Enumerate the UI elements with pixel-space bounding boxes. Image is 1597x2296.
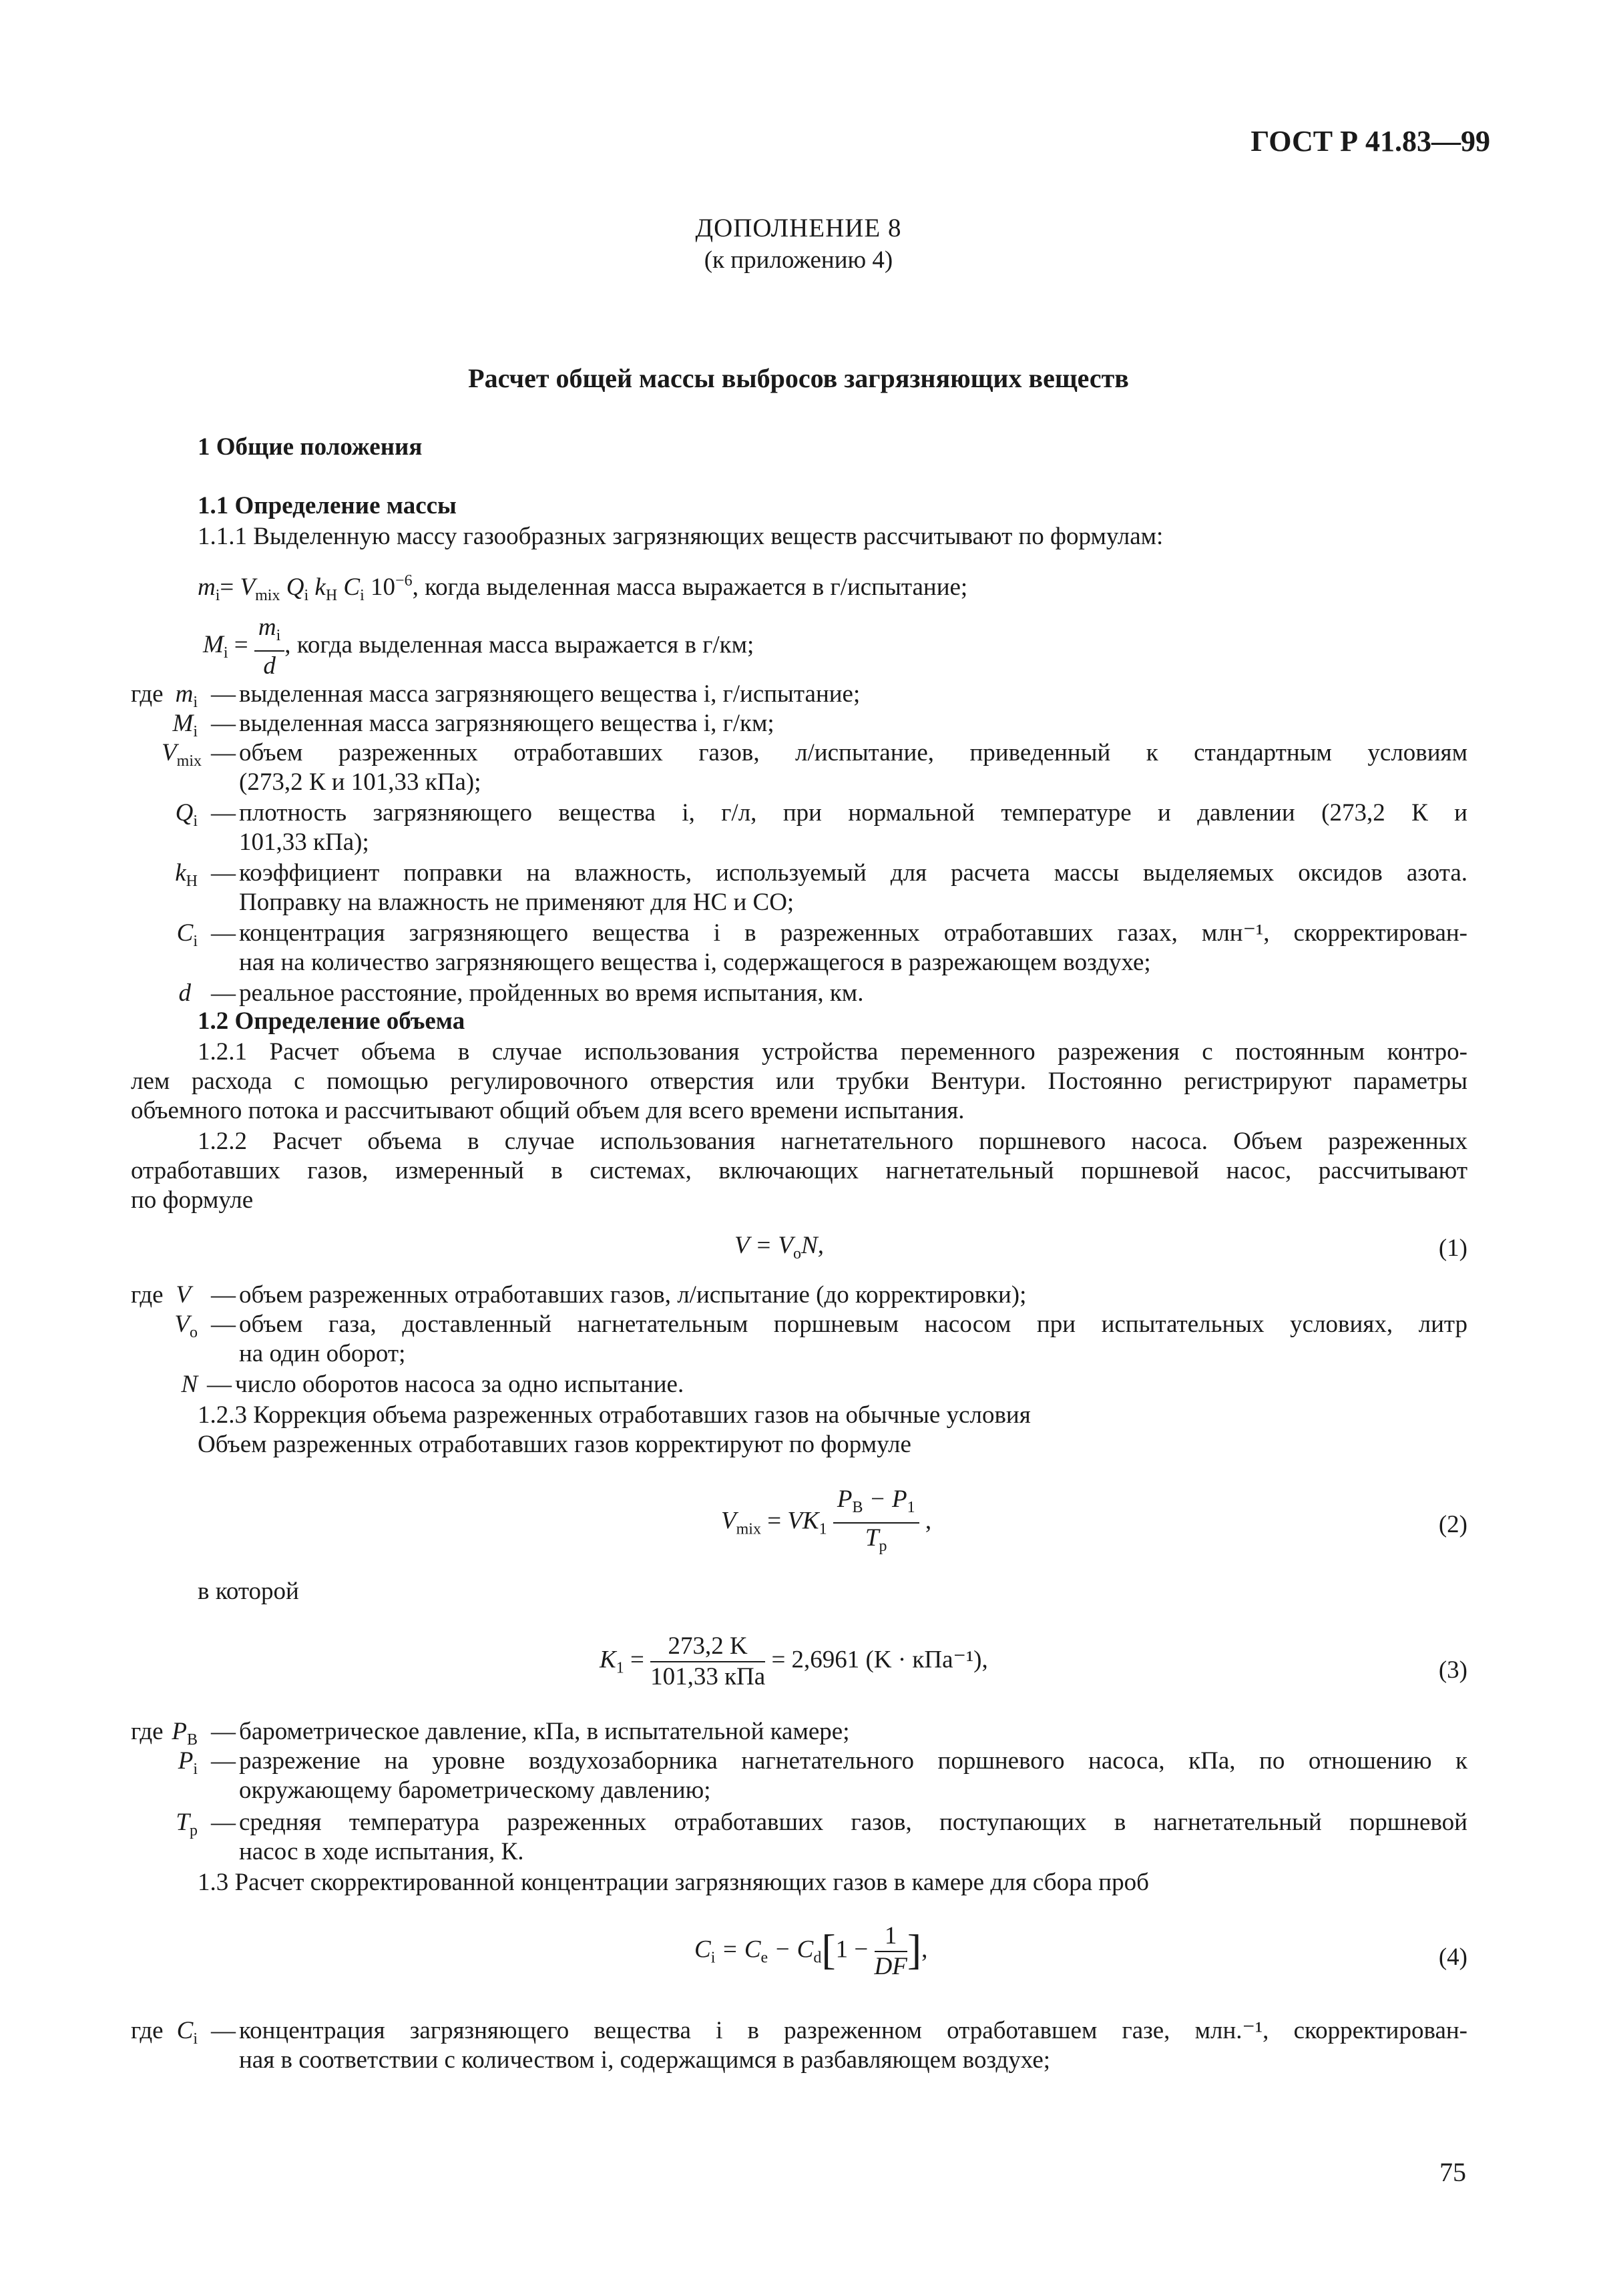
def-vo-text1: объем газа, доставленный нагнетательным поршневым насосом при испытательных условиях, литр — [239, 1311, 1467, 1338]
def-ci2-text1: концентрация загрязняющего вещества i в разреженном отработавшем газе, млн.⁻¹, скорректирован- — [239, 2017, 1467, 2044]
equation-3: $K_1$ = $\frac{273,2 K}{\text{101,33 кПа}}$ = 2,6961 (K · кПа⁻¹), — [600, 1632, 988, 1690]
def-ci-text2: ная на количество загрязняющего вещества i, содержащегося в разрежающем воздухе; — [239, 949, 1151, 976]
equation-4-number: (4) — [1438, 1943, 1467, 1971]
def-pb-symbol: $P_B$ — [172, 1718, 198, 1749]
para-1-2-2-l1: 1.2.2 Расчет объема в случае использования нагнетательного поршневого насоса. Объем разреженных — [198, 1128, 1467, 1155]
equation-1: $V = V_oN$, — [734, 1232, 824, 1262]
def-n-symbol: N — [181, 1371, 198, 1398]
def-qi-text2: 101,33 кПа); — [239, 829, 369, 856]
def-qi-symbol: $Q_i$ — [175, 799, 198, 830]
def-pi-text1: разрежение на уровне воздухозаборника нагнетательного поршневого насоса, кПа, по отношению к — [239, 1747, 1467, 1775]
equation-1-number: (1) — [1438, 1234, 1467, 1262]
appendix-subtitle: (к приложению 4) — [704, 246, 893, 274]
equation-2-number: (2) — [1438, 1511, 1467, 1538]
def-mi-text: выделенная масса загрязняющего вещества i, г/испытание; — [239, 680, 861, 708]
def-vmix-text1: объем разреженных отработавших газов, л/испытание, приведенный к стандартным условиям — [239, 739, 1467, 766]
def-tp-text1: средняя температура разреженных отработавших газов, поступающих в нагнетательный поршневой — [239, 1809, 1467, 1836]
def-vmix-text2: (273,2 К и 101,33 кПа); — [239, 768, 481, 796]
def-vmix-symbol: $V_{mix}$ — [162, 739, 202, 770]
def-n-text: число оборотов насоса за одно испытание. — [235, 1371, 684, 1398]
def-qi-text1: плотность загрязняющего вещества i, г/л, при нормальной температуре и давлении (273,2 К и — [239, 799, 1467, 827]
appendix-title: ДОПОЛНЕНИЕ 8 — [695, 214, 902, 242]
equation-4: $C_i = C_e - C_d[1$ − $\frac{1}{DF}$ ], — [694, 1922, 928, 1980]
para-1-1-1: 1.1.1 Выделенную массу газообразных загрязняющих веществ рассчитывают по формулам: — [198, 523, 1164, 550]
heading-1-3: 1.3 Расчет скорректированной концентрации загрязняющих газов в камере для сбора проб — [198, 1869, 1149, 1896]
heading-1-1: 1.1 Определение массы — [198, 492, 457, 519]
def-pb-text: барометрическое давление, кПа, в испытательной камере; — [239, 1718, 850, 1745]
def-Mi-symbol: $M_i$ — [172, 710, 198, 740]
def-vo-symbol: $V_o$ — [174, 1311, 198, 1341]
def-ci-symbol: $C_i$ — [176, 919, 198, 950]
para-1-2-1-l1: 1.2.1 Расчет объема в случае использования устройства переменного разрежения с постоянным контро- — [198, 1038, 1467, 1066]
def-v-symbol: V — [176, 1281, 191, 1309]
def-tp-text2: насос в ходе испытания, К. — [239, 1838, 524, 1865]
para-1-2-1-l3: объемного потока и рассчитывают общий объем для всего времени испытания. — [131, 1097, 965, 1124]
def-tp-symbol: $T_p$ — [176, 1809, 198, 1839]
def-kh-text1: коэффициент поправки на влажность, используемый для расчета массы выделяемых оксидов азота. — [239, 859, 1467, 887]
def-pi-symbol: $P_i$ — [178, 1747, 198, 1778]
where-label: где — [131, 680, 164, 708]
page-number: 75 — [1439, 2157, 1466, 2187]
def-v-text: объем разреженных отработавших газов, л/испытание (до корректировки); — [239, 1281, 1027, 1309]
in-which: в которой — [198, 1578, 299, 1605]
where-label-4: где — [131, 2017, 164, 2044]
para-1-2-3: 1.2.3 Коррекция объема разреженных отработавших газов на обычные условия — [198, 1401, 1031, 1429]
heading-1: 1 Общие положения — [198, 433, 423, 461]
para-1-2-1-l2: лем расхода с помощью регулировочного отверстия или трубки Вентури. Постоянно регистрируют параметры — [131, 1068, 1467, 1095]
where-label-2: где — [131, 1281, 164, 1309]
formula-mass-per-test: $m_i= V_{mix}$ $Q_i$ $k_H$ $C_i$ $10^{-6}$, когда выделенная масса выражается в г/испытание; — [198, 572, 968, 604]
heading-1-2: 1.2 Определение объема — [198, 1007, 465, 1035]
def-ci2-symbol: $C_i$ — [176, 2017, 198, 2048]
def-kh-symbol: $k_H$ — [175, 859, 198, 890]
def-ci2-text2: ная в соответствии с количеством i, содержащимся в разбавляющем воздухе; — [239, 2046, 1051, 2074]
equation-3-number: (3) — [1438, 1656, 1467, 1684]
equation-2: $V_{mix} = VK_1$ $\frac{P_B - P_1}{T_p}$ , — [721, 1485, 932, 1555]
def-d-text: реальное расстояние, пройденных во время испытания, км. — [239, 979, 864, 1007]
def-kh-text2: Поправку на влажность не применяют для НС и СО; — [239, 889, 794, 916]
document-page: ГОСТ Р 41.83—99 ДОПОЛНЕНИЕ 8 (к приложению 4) Расчет общей массы выбросов загрязняющих веществ 1 Общие положения 1.1 Определение массы 1.1.1 Выделенную массу газообразных загрязняющих веществ рассчитывают по формулам: $m_i= V_{mix}$ $Q_i$ $k_H$ $C_i$ $10^{-6}$, когда выделенная масса выражается в г/испытание; $M_i$ = $\frac{m_i}{d}$ , когда выделенная масса выражается в г/км; где $m_i$ — выделенная масса загрязняющего вещества i, г/испытание; $M_i$ — выделенная масса загрязняющего вещества i, г/км; $V_{mix}$ — объем разреженных отработавших газов, л/испытание, приведенный к стандартным условиям (273,2 К и 101,33 кПа); $Q_i$ — плотность загрязняющего вещества i, г/л, при нормальной температуре и давлении (273,2 К и 101,33 кПа); $k_H$ — коэффициент поправки на влажность, используемый для расчета массы выделяемых оксидов азота. Поправку на влажность не применяют для НС и СО; $C_i$ — концентрация загрязняющего вещества i в разреженных отработавших газах, млн⁻¹, скорректирован- ная на количество загрязняющего вещества i, содержащегося в разрежающем воздухе; d — реальное расстояние, пройденных во время испытания, км. 1.2 Определение объема 1.2.1 Расчет объема в случае использования устройства переменного разрежения с постоянным контро- лем расхода с помощью регулировочного отверстия или трубки Вентури. Постоянно регистрируют параметры объемного потока и рассчитывают общий объем для всего времени испытания. 1.2.2 Расчет объема в случае использования нагнетательного поршневого насоса. Объем разреженных отработавших газов, измеренный в системах, включающих нагнетательный поршневой насос, рассчитывают по формуле $V = V_oN$, (1) где V — объем разреженных отработавших газов, л/испытание (до корректировки); $V_o$ — объем газа, доставленный нагнетательным поршневым насосом при испытательных условиях, литр на один оборот; N — число оборотов насоса за одно испытание. 1.2.3 Коррекция объема разреженных отработавших газов на обычные условия Объем разреженных отработавших газов корректируют по формуле $V_{mix} = VK_1$ $\frac{P_B - P_1}{T_p}$ , (2) в которой $K_1$ = $\frac{273,2 K}{\text{101,33 кПа}}$ = 2,6961 (K · кПа⁻¹), (3) где $P_B$ — барометрическое давление, кПа, в испытательной камере; $P_i$ — разрежение на уровне воздухозаборника нагнетательного поршневого насоса, кПа, по отношению к окружающему барометрическому давлению; $T_p$ — средняя температура разреженных отработавших газов, поступающих в нагнетательный поршневой насос в ходе испытания, К. 1.3 Расчет скорректированной концентрации загрязняющих газов в камере для сбора проб $C_i = C_e - C_d[1$ − $\frac{1}{DF}$ ], (4) где $C_i$ — концентрация загрязняющего вещества i в разреженном отработавшем газе, млн.⁻¹, скорректирован- ная в соответствии с количеством i, содержащимся в разбавляющем воздухе; 75 — [0, 0, 1597, 2296]
para-1-2-3b: Объем разреженных отработавших газов корректируют по формуле — [198, 1431, 911, 1458]
para-1-2-2-l3: по формуле — [131, 1186, 254, 1214]
def-pi-text2: окружающему барометрическому давлению; — [239, 1777, 711, 1804]
def-ci-text1: концентрация загрязняющего вещества i в разреженных отработавших газах, млн⁻¹, скорректирован- — [239, 919, 1467, 947]
def-d-symbol: d — [178, 979, 191, 1007]
doc-id: ГОСТ Р 41.83—99 — [1250, 125, 1490, 158]
section-title: Расчет общей массы выбросов загрязняющих веществ — [468, 363, 1129, 393]
def-mi-symbol: $m_i$ — [175, 680, 198, 711]
para-1-2-2-l2: отработавших газов, измеренный в системах, включающих нагнетательный поршневой насос, рассчитывают — [131, 1157, 1467, 1184]
def-vo-text2: на один оборот; — [239, 1340, 406, 1367]
where-label-3: где — [131, 1718, 164, 1745]
formula-mass-per-km: $M_i$ = $\frac{m_i}{d}$ , когда выделенная масса выражается в г/км; — [203, 614, 754, 680]
def-Mi-text: выделенная масса загрязняющего вещества i, г/км; — [239, 710, 774, 737]
